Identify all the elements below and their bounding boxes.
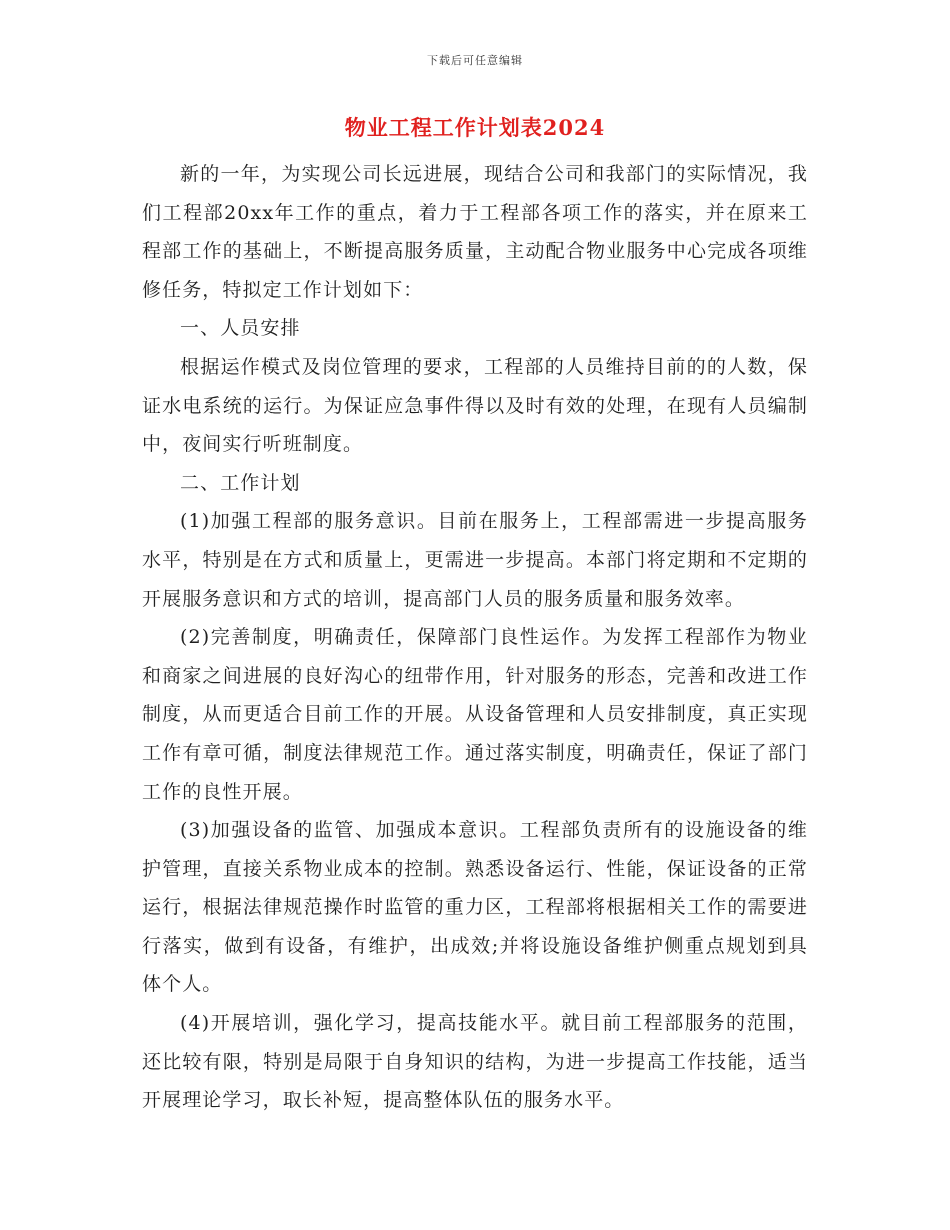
plan-item-3: (3)加强设备的监管、加强成本意识。工程部负责所有的设施设备的维护管理，直接关系物业成本的控制。熟悉设备运行、性能，保证设备的正常运行，根据法律规范操作时监管的重力区，工程部将根据相关工作的需要进行落实，做到有设备，有维护，出成效;并将设施设备维护侧重点规划到具体个人。 (142, 819, 808, 996)
header-note: 下载后可任意编辑 (427, 54, 523, 67)
section-heading-work-plan: 二、工作计划 (180, 471, 301, 494)
document-body (142, 155, 808, 1120)
intro-paragraph: 新的一年，为实现公司长远进展，现结合公司和我部门的实际情况，我们工程部20xx年工作的重点，着力于工程部各项工作的落实，并在原来工程部工作的基础上，不断提高服务质量，主动配合物业服务中心完成各项维修任务，特拟定工作计划如下： (142, 163, 808, 301)
document-title: 物业工程工作计划表2024 (344, 115, 606, 140)
plan-item-4: (4)开展培训，强化学习，提高技能水平。就目前工程部服务的范围，还比较有限，特别是局限于自身知识的结构，为进一步提高工作技能，适当开展理论学习，取长补短，提高整体队伍的服务水平。 (142, 1012, 808, 1112)
section-heading-staffing: 一、人员安排 (180, 317, 301, 340)
staffing-paragraph: 根据运作模式及岗位管理的要求，工程部的人员维持目前的的人数，保证水电系统的运行。为保证应急事件得以及时有效的处理，在现有人员编制中，夜间实行听班制度。 (142, 355, 808, 456)
plan-item-1: (1)加强工程部的服务意识。目前在服务上，工程部需进一步提高服务水平，特别是在方式和质量上，更需进一步提高。本部门将定期和不定期的开展服务意识和方式的培训，提高部门人员的服务质量和服务效率。 (142, 510, 808, 610)
plan-item-2: (2)完善制度，明确责任，保障部门良性运作。为发挥工程部作为物业和商家之间进展的良好沟心的纽带作用，针对服务的形态，完善和改进工作制度，从而更适合目前工作的开展。从设备管理和人员安排制度，真正实现工作有章可循，制度法律规范工作。通过落实制度，明确责任，保证了部门工作的良性开展。 (142, 626, 808, 803)
